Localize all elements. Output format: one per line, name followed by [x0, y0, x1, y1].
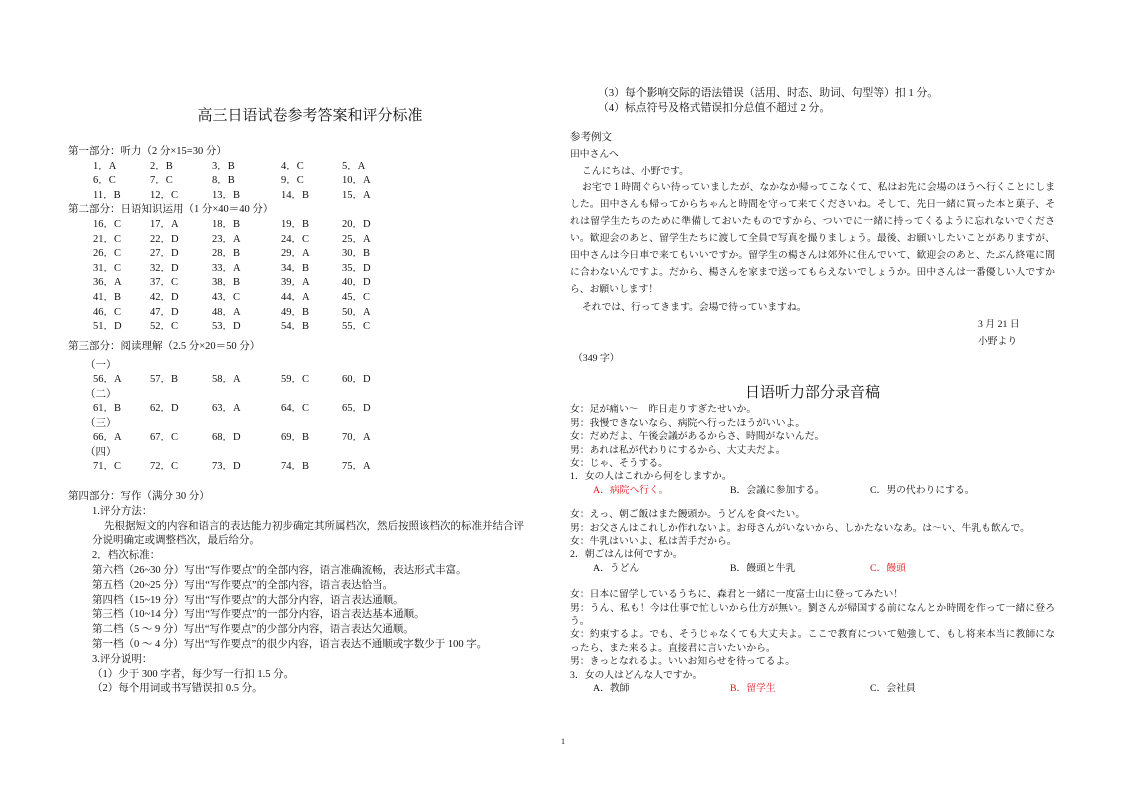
scoring-note: （1）少于 300 字者，每少写一行扣 1.5 分。: [92, 668, 295, 680]
answer-item: 13．B: [212, 189, 241, 201]
answer-option: B．饅頭と牛乳: [730, 562, 796, 574]
answer-row: [68, 233, 371, 248]
answer-item: 38．B: [212, 277, 241, 289]
criteria-line: 第三档（10~14 分）写出“写作要点”的一部分内容，语言表达基本通顺。: [92, 609, 425, 621]
answer-item: 23．A: [212, 233, 241, 245]
scoring-method-title: 1.评分方法：: [92, 505, 153, 517]
answer-item: 62．D: [150, 403, 179, 415]
criteria-line: 第四档（15~19 分）写出“写作要点”的大部分内容，语言表达通顺。: [92, 594, 404, 606]
answer-row: [68, 306, 371, 321]
answer-item: 74．B: [281, 461, 310, 473]
grade-criteria-title: 2．档次标准：: [92, 550, 161, 562]
answer-item: 30．B: [342, 248, 371, 260]
letter-salutation: 田中さんへ: [570, 148, 619, 160]
correct-option: C．饅頭: [870, 562, 906, 574]
letter-body: お宅で１時間ぐらい待っていましたが、なかなか帰ってこなくて、私はお先に会場のほうへ行くことにしました。田中さんも帰ってからちゃんと時間を守って来てくださいね。そして、先日一緒に買った本と菓子、それは留学生たちのために準備しておいたものですから、ついでに一緒に持ってくるように忘れないでください。歓迎会のあと、留学生たちに渡して全員で写真を撮りましょう。最後、お願いしたいことがありますが、田中さんは今日車で来てもいいですか。留学生の楊さんは郊外に住んでいて、歓迎会のあと、たぶん終電に間に合わないんですよ。だから、楊さんを家まで送ってもらえないでしょうか。田中さんは一番優しい人ですから、お願いします！: [570, 181, 1055, 295]
answer-item: 14．B: [281, 189, 310, 201]
answer-item: 63．A: [212, 403, 241, 415]
answer-item: 35．D: [342, 262, 371, 274]
letter-signature: 小野より: [978, 335, 1018, 347]
answer-options: [570, 484, 1055, 497]
answer-options: [570, 562, 1055, 575]
answer-item: 71．C: [93, 461, 122, 473]
reading-groups: [68, 359, 371, 475]
answer-row: [68, 460, 371, 475]
answer-item: 19．B: [281, 218, 310, 230]
dialogue-line: 男：きっとなれるよ。いいお知らせを待ってるよ。: [570, 656, 796, 668]
scoring-note: （3）每个影响交际的语法错误（活用、时态、助词、句型等）扣 1 分。: [598, 86, 939, 99]
answer-item: 18．B: [212, 218, 241, 230]
transcript-title: 日语听力部分录音稿: [744, 385, 880, 401]
answer-item: 26．C: [93, 248, 122, 260]
answer-item: 1．A: [93, 160, 117, 172]
dialogue-line: 女：牛乳はいいよ、私は苦手だから。: [570, 535, 737, 547]
dialogue-line: 女：足が痛い～ 昨日走りすぎたせいか。: [570, 404, 757, 416]
part1-heading: 第一部分：听力（2 分×15=30 分）: [68, 146, 227, 157]
page-number: 1: [561, 737, 565, 746]
dialogue-line: 男：我慢できないなら、病院へ行ったほうがいいよ。: [570, 417, 806, 429]
answer-option: B．会議に参加する。: [730, 484, 825, 496]
answer-item: 25．A: [342, 233, 371, 245]
letter-greeting: こんにちは、小野です。: [582, 165, 689, 177]
answer-item: 39．A: [281, 277, 310, 289]
answer-item: 32．D: [150, 262, 179, 274]
answer-item: 22．D: [150, 233, 179, 245]
answer-item: 11．B: [93, 189, 121, 201]
letter-date: 3 月 21 日: [978, 318, 1020, 330]
criteria-list: [68, 564, 526, 653]
dialogue-line: 男：お父さんはこれしか作れないよ。お母さんがいないから、しかたないなあ。は～い、牛乳も飲んで。: [570, 522, 1030, 534]
answer-item: 67．C: [150, 432, 179, 444]
correct-option: B．留学生: [730, 683, 776, 695]
answer-row: [68, 160, 371, 175]
answer-item: 61．B: [93, 403, 122, 415]
answer-item: 48．A: [212, 306, 241, 318]
answer-item: 60．D: [342, 374, 371, 386]
answer-row: [68, 218, 371, 233]
answer-item: 16．C: [93, 218, 122, 230]
answer-item: 44．A: [281, 291, 310, 303]
answer-item: 52．C: [150, 321, 179, 333]
dialogue-line: 男：あれは私が代わりにするから、大丈夫だよ。: [570, 444, 786, 456]
answer-item: 15．A: [342, 189, 371, 201]
answer-item: 8．B: [212, 175, 235, 187]
passage-label: （三）: [85, 417, 117, 429]
answer-item: 3．B: [212, 160, 235, 172]
answer-item: 17．A: [150, 218, 179, 230]
answer-item: 10．A: [342, 175, 371, 187]
dialogue-line: 女：約束するよ。でも、そうじゃなくても大丈夫よ。ここで教育について勉強して、もし将来本当に教師になったら、また来るよ。直接君に言いたいから。: [570, 629, 1055, 654]
answer-item: 2．B: [150, 160, 173, 172]
criteria-line: 第六档（26~30 分）写出“写作要点”的全部内容，语言准确流畅，表达形式丰富。: [92, 564, 467, 576]
criteria-line: 第一档（0 ～ 4 分）写出“写作要点”的很少内容，语言表达不通顺或字数少于 100 字。: [92, 638, 488, 650]
answer-row: [68, 174, 371, 189]
answer-item: 73．D: [212, 461, 241, 473]
answer-item: 6．C: [93, 175, 116, 187]
dialogue-line: 女：じゃ、そうする。: [570, 457, 668, 469]
dialogue-line: 女：日本に留学しているうちに、森君と一緒に一度富士山に登ってみたい！: [570, 589, 904, 601]
answer-item: 66．A: [93, 432, 122, 444]
answer-item: 9．C: [281, 175, 304, 187]
dialogue-block: [570, 588, 1055, 695]
answer-row: [68, 402, 371, 417]
answer-row: [68, 276, 371, 291]
answer-row: [68, 373, 371, 388]
answer-item: 59．C: [281, 374, 310, 386]
answer-item: 57．B: [150, 374, 179, 386]
criteria-line: 第五档（20~25 分）写出“写作要点”的全部内容，语言表达恰当。: [92, 579, 394, 591]
answer-item: 42．D: [150, 291, 179, 303]
reading-section: [68, 340, 371, 475]
answer-item: 43．C: [212, 291, 241, 303]
answer-item: 55．C: [342, 321, 371, 333]
answer-item: 50．A: [342, 306, 371, 318]
part2-answer-grid: [68, 218, 371, 335]
answer-item: 41．B: [93, 291, 122, 303]
letter-closing-block: [570, 299, 1055, 367]
criteria-line: 第二档（5 ～ 9 分）写出“写作要点”的少部分内容，语言表达欠通顺。: [92, 624, 414, 636]
part2-heading: 第二部分：日语知识运用（1 分×40＝40 分）: [68, 204, 274, 216]
answer-item: 65．D: [342, 403, 371, 415]
answer-row: [68, 262, 371, 277]
answer-item: 20．D: [342, 218, 371, 230]
sample-letter-header: [570, 129, 1055, 180]
dialogue-line: 女：だめだよ、午後会議があるからさ、時間がないんだ。: [570, 431, 825, 443]
answer-item: 37．C: [150, 277, 179, 289]
answer-row: [68, 291, 371, 306]
answer-item: 72．C: [150, 461, 179, 473]
answer-row: [68, 431, 371, 446]
answer-item: 40．D: [342, 277, 371, 289]
answer-option: A．うどん: [593, 562, 640, 574]
listening-and-knowledge-section: [68, 145, 371, 335]
answer-item: 56．A: [93, 374, 122, 386]
answer-item: 24．C: [281, 233, 310, 245]
answer-item: 5．A: [342, 160, 366, 172]
transcript-body: [570, 403, 1055, 695]
word-count: （349 字）: [573, 352, 620, 364]
dialogue-line: 男：うん、私も！今は仕事で忙しいから仕方が無い。劉さんが帰国する前になんとか時間を作って一緒に登ろう。: [570, 602, 1055, 627]
part1-answer-grid: [68, 160, 371, 204]
scoring-notes-title: 3.评分说明：: [92, 653, 153, 665]
scoring-note: （4）标点符号及格式错误扣分总值不超过 2 分。: [598, 101, 831, 114]
scoring-notes-continued: [598, 86, 938, 116]
answer-item: 34．B: [281, 262, 310, 274]
answer-option: C．会社員: [870, 683, 916, 695]
answer-item: 21．C: [93, 233, 122, 245]
answer-item: 51．D: [93, 321, 122, 333]
answer-item: 64．C: [281, 403, 310, 415]
scoring-note: （2）每个用词或书写错误扣 0.5 分。: [92, 683, 263, 695]
answer-item: 75．A: [342, 461, 371, 473]
passage-label: （一）: [85, 359, 117, 371]
correct-option: A．病院へ行く。: [593, 484, 669, 496]
letter-closing: それでは、行ってきます。会場で待っていますね。: [582, 301, 807, 313]
answer-item: 36．A: [93, 277, 122, 289]
answer-item: 4．C: [281, 160, 304, 172]
answer-item: 33．A: [212, 262, 241, 274]
dialogue-block: [570, 403, 1055, 497]
answer-row: [68, 247, 371, 262]
answer-option: A．教師: [593, 683, 630, 695]
answer-key-title: 高三日语试卷参考答案和评分标准: [197, 108, 423, 124]
answer-item: 7．C: [150, 175, 173, 187]
answer-item: 58．A: [212, 374, 241, 386]
answer-item: 28．B: [212, 248, 241, 260]
sample-essay-heading: 参考例文: [570, 131, 612, 143]
passage-label: （二）: [85, 388, 117, 400]
question-line: 3．女の人はどんな人ですか。: [570, 669, 703, 681]
answer-item: 12．C: [150, 189, 179, 201]
answer-item: 45．C: [342, 291, 371, 303]
part3-heading: 第三部分：阅读理解（2.5 分×20＝50 分）: [68, 340, 261, 352]
writing-section: [68, 490, 526, 697]
answer-options: [570, 682, 1055, 695]
question-line: 1．女の人はこれから何をしますか。: [570, 471, 732, 483]
answer-row: [68, 189, 371, 204]
answer-option: C．男の代わりにする。: [870, 484, 975, 496]
answer-item: 29．A: [281, 248, 310, 260]
answer-item: 31．C: [93, 262, 122, 274]
dialogue-block: [570, 508, 1055, 575]
scoring-method-text: 先根据短文的内容和语言的表达能力初步确定其所属档次，然后按照该档次的标准并结合评分说明确定或调整档次，最后给分。: [92, 520, 524, 547]
answer-row: [68, 320, 371, 335]
question-line: 2．朝ごはんは何ですか。: [570, 549, 683, 561]
answer-item: 47．D: [150, 306, 179, 318]
dialogue-line: 女：えっ、朝ご飯はまた饅頭か。うどんを食べたい。: [570, 509, 806, 521]
passage-label: （四）: [85, 446, 117, 458]
answer-item: 54．B: [281, 321, 310, 333]
part4-heading: 第四部分：写作（满分 30 分）: [68, 491, 210, 502]
answer-item: 69．B: [281, 432, 310, 444]
answer-item: 70．A: [342, 432, 371, 444]
answer-item: 49．B: [281, 306, 310, 318]
answer-item: 27．D: [150, 248, 179, 260]
answer-item: 53．D: [212, 321, 241, 333]
answer-item: 46．C: [93, 306, 122, 318]
answer-item: 68．D: [212, 432, 241, 444]
